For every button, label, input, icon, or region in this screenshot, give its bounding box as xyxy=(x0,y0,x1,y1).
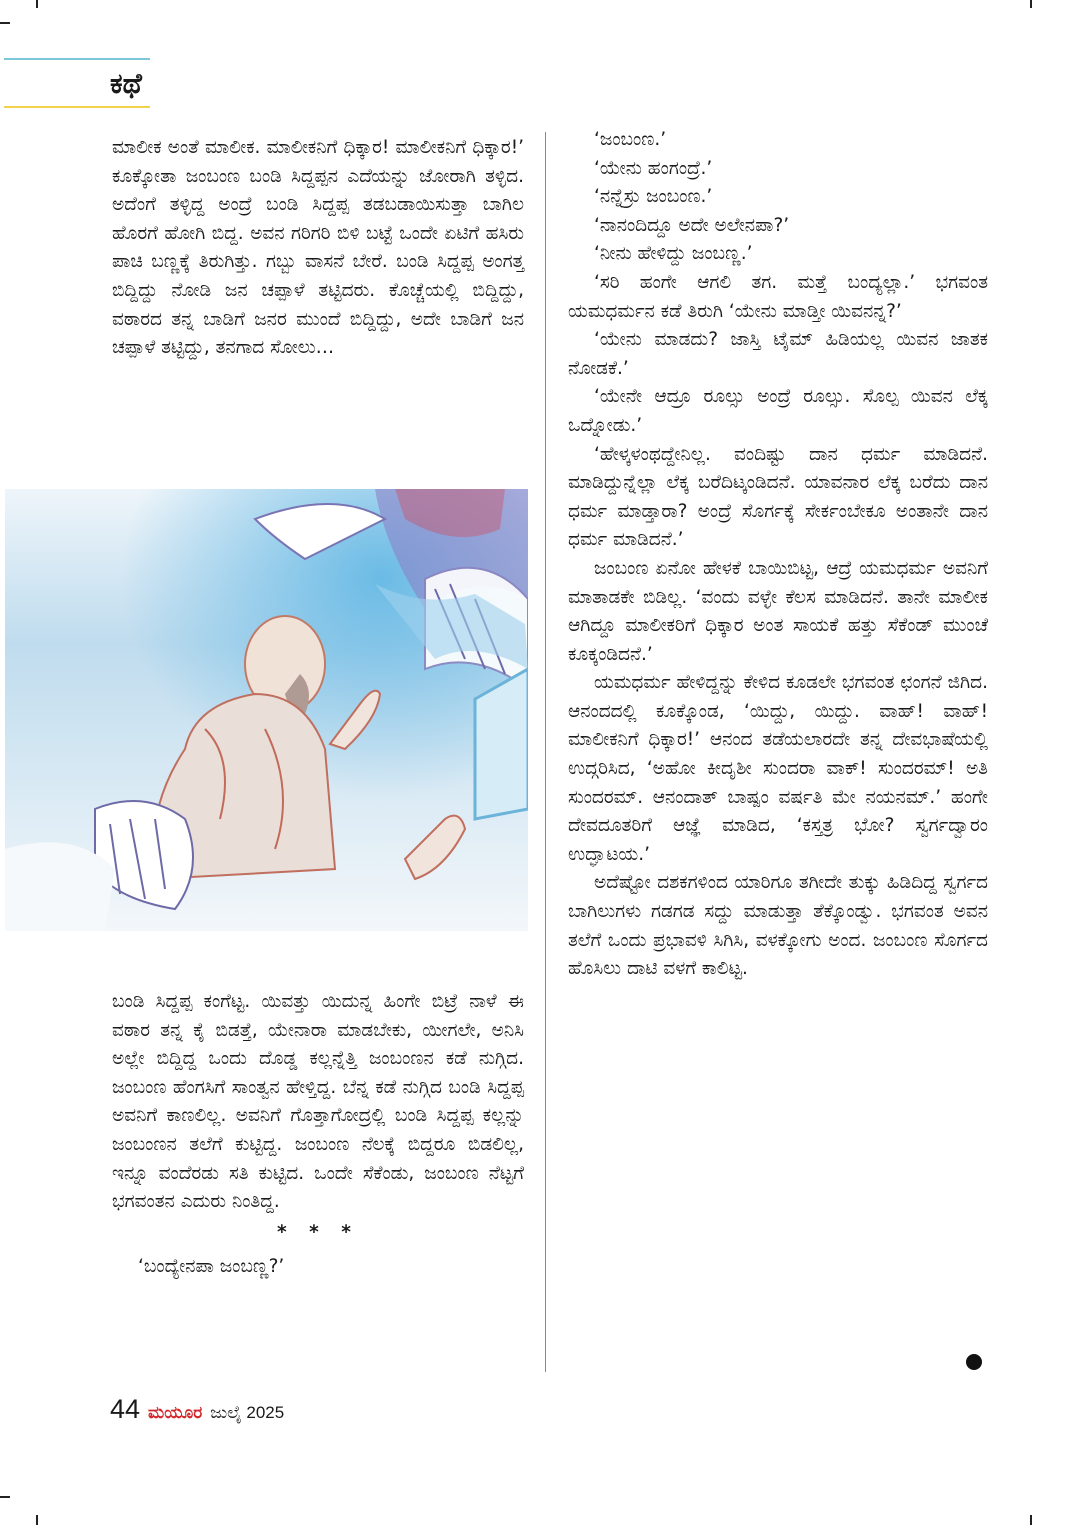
paragraph: ‘ಯೇನು ಮಾಡದು? ಜಾಸ್ತಿ ಟೈಮ್ ಹಿಡಿಯಲ್ಲ ಯಿವನ ಜಾತಕ ನೋಡಕೆ.’ xyxy=(568,329,988,379)
story-illustration xyxy=(5,489,528,931)
paragraph: ‘ನೀನು ಹೇಳಿದ್ದು ಜಂಬಣ್ಣ.’ xyxy=(594,243,753,265)
paragraph: ‘ನನ್ನೆಸ್ರು ಜಂಬಂಣ.’ xyxy=(594,186,713,208)
paragraph: ಯಮಧರ್ಮ ಹೇಳಿದ್ದನ್ನು ಕೇಳಿದ ಕೂಡಲೇ ಭಗವಂತ ಛಂಗನೆ ಜಿಗಿದ. ಆನಂದದಲ್ಲಿ ಕೂಕ್ಕೊಂಡ, ‘ಯಿದ್ದು, ಯಿದ್ದು. ವಾಹ್! ವಾಹ್! ಮಾಲೀಕನಿಗೆ ಧಿಕ್ಕಾರ!’ ಆನಂದ ತಡೆಯಲಾರದೇ ತನ್ನ ದೇವಭಾಷೆಯಲ್ಲಿ ಉದ್ಗರಿಸಿದ, ‘ಅಹೋ ಕೀದೃಶೀ ಸುಂದರಾ ವಾಕ್! ಸುಂದರಮ್! ಅತಿ ಸುಂದರಮ್. ಆನಂದಾತ್ ಬಾಷ್ಪಂ ವರ್ಷತಿ ಮೇ ನಯನಮ್.’ ಹಂಗೇ ದೇವದೂತರಿಗೆ ಆಜ್ಞೆ ಮಾಡಿದ, ‘ಕಸ್ತತ್ರ ಭೋ? ಸ್ವರ್ಗದ್ವಾರಂ ಉದ್ಘಾಟಯ.’ xyxy=(568,672,988,865)
paragraph: ಜಂಬಂಣ ಏನೋ ಹೇಳಕೆ ಬಾಯಿಬಿಟ್ಟ, ಆದ್ರೆ ಯಮಧರ್ಮ ಅವನಿಗೆ ಮಾತಾಡಕೇ ಬಿಡಿಲ್ಲ. ‘ವಂದು ವಳ್ಳೇ ಕೆಲಸ ಮಾಡಿದನೆ. ತಾನೇ ಮಾಲೀಕ ಆಗಿದ್ದೂ ಮಾಲೀಕರಿಗೆ ಧಿಕ್ಕಾರ ಅಂತ ಸಾಯಕೆ ಹತ್ತು ಸೆಕೆಂಡ್ ಮುಂಚೆ ಕೂಕ್ಕಂಡಿದನೆ.’ xyxy=(568,557,988,665)
column-divider xyxy=(545,132,546,1372)
paragraph: ‘ಯೇನೇ ಆದ್ರೂ ರೂಲ್ಸು ಅಂದ್ರೆ ರೂಲ್ಸು. ಸೊಲ್ಪ ಯಿವನ ಲೆಕ್ಕ ಒದ್ನೋಡು.’ xyxy=(568,386,988,436)
page-number: 44 xyxy=(110,1394,141,1424)
crop-mark xyxy=(36,1515,38,1525)
left-column-top xyxy=(112,134,524,363)
paragraph: ‘ಯೇನು ಹಂಗಂದ್ರೆ.’ xyxy=(594,157,713,179)
section-label: ಕಥೆ xyxy=(110,67,142,100)
paragraph: ‘ಸರಿ ಹಂಗೇ ಆಗಲಿ ತಗ. ಮತ್ತೆ ಬಂದ್ಯಲ್ಲಾ.’ ಭಗವಂತ ಯಮಧರ್ಮನ ಕಡೆ ತಿರುಗಿ ‘ಯೇನು ಮಾಡ್ತೀ ಯಿವನನ್ನ?’ xyxy=(568,271,989,322)
paragraph: ‘ಬಂದ್ಯೇನಪಾ ಜಂಬಣ್ಣ?’ xyxy=(138,1256,285,1278)
paragraph: ಅದೆಷ್ಟೋ ದಶಕಗಳಿಂದ ಯಾರಿಗೂ ತಗೀದೇ ತುಕ್ಕು ಹಿಡಿದಿದ್ದ ಸ್ವರ್ಗದ ಬಾಗಿಲುಗಳು ಗಡಗಡ ಸದ್ದು ಮಾಡುತ್ತಾ ತೆಕ್ಕೊಂಡ್ವು. ಭಗವಂತ ಅವನ ತಲೆಗೆ ಒಂದು ಪ್ರಭಾವಳಿ ಸಿಗಿಸಿ, ವಳಕ್ಕೋಗು ಅಂದ. ಜಂಬಂಣ ಸೊರ್ಗದ ಹೊಸಿಲು ದಾಟಿ ವಳಗೆ ಕಾಲಿಟ್ಟ. xyxy=(568,872,988,980)
header-rule-top xyxy=(4,58,150,60)
paragraph: ‘ಜಂಬಂಣ.’ xyxy=(594,129,667,150)
magazine-logo: ಮಯೂರ xyxy=(148,1403,203,1423)
issue-date: ಜುಲೈ 2025 xyxy=(210,1403,285,1422)
paragraph: ಬಂಡಿ ಸಿದ್ದಪ್ಪ ಕಂಗೆಟ್ಟ. ಯಿವತ್ತು ಯಿದುನ್ನ ಹಿಂಗೇ ಬಿಟ್ರೆ ನಾಳೆ ಈ ವಠಾರ ತನ್ನ ಕೈ ಬಿಡತ್ತೆ, ಯೇನಾರಾ ಮಾಡಬೇಕು, ಯೀಗಲೇ, ಅನಿಸಿ ಅಲ್ಲೇ ಬಿದ್ದಿದ್ದ ಒಂದು ದೊಡ್ಡ ಕಲ್ಲನ್ನೆತ್ತಿ ಜಂಬಂಣನ ಕಡೆ ನುಗ್ಗಿದ. ಜಂಬಂಣ ಹೆಂಗಸಿಗೆ ಸಾಂತ್ವನ ಹೇಳ್ತಿದ್ದ. ಬೆನ್ನ ಕಡೆ ನುಗ್ಗಿದ ಬಂಡಿ ಸಿದ್ದಪ್ಪ ಅವನಿಗೆ ಕಾಣಲಿಲ್ಲ. ಅವನಿಗೆ ಗೊತ್ತಾಗೋದ್ರಲ್ಲಿ ಬಂಡಿ ಸಿದ್ದಪ್ಪ ಕಲ್ಲನ್ನು ಜಂಬಂಣನ ತಲೆಗೆ ಕುಟ್ಟಿದ್ದ. ಜಂಬಂಣ ನೆಲಕ್ಕೆ ಬಿದ್ದರೂ ಬಿಡಲಿಲ್ಲ, ಇನ್ನೂ ವಂದೆರಡು ಸತಿ ಕುಟ್ಟಿದ. ಒಂದೇ ಸೆಕೆಂಡು, ಜಂಬಂಣ ನೆಟ್ಟಗೆ ಭಗವಂತನ ಎದುರು ನಿಂತಿದ್ದ. xyxy=(112,991,524,1213)
section-separator: * * * xyxy=(277,1221,359,1243)
crop-mark xyxy=(1030,0,1032,8)
paragraph: ಮಾಲೀಕ ಅಂತೆ ಮಾಲೀಕ. ಮಾಲೀಕನಿಗೆ ಧಿಕ್ಕಾರ! ಮಾಲೀಕನಿಗೆ ಧಿಕ್ಕಾರ!’ ಕೂಕ್ಕೋತಾ ಜಂಬಂಣ ಬಂಡಿ ಸಿದ್ದಪ್ಪನ ಎದೆಯನ್ನು ಜೋರಾಗಿ ತಳ್ಳಿದ. ಅದೆಂಗೆ ತಳ್ಳಿದ್ದ ಅಂದ್ರೆ ಬಂಡಿ ಸಿದ್ದಪ್ಪ ತಡಬಡಾಯಿಸುತ್ತಾ ಬಾಗಿಲ ಹೊರಗೆ ಹೋಗಿ ಬಿದ್ದ. ಅವನ ಗರಿಗರಿ ಬಿಳಿ ಬಟ್ಟೆ ಒಂದೇ ಏಟಿಗೆ ಹಸಿರು ಪಾಚಿ ಬಣ್ಣಕ್ಕೆ ತಿರುಗಿತ್ತು. ಗಬ್ಬು ವಾಸನೆ ಬೇರೆ. ಬಂಡಿ ಸಿದ್ದಪ್ಪ ಅಂಗತ್ತ ಬಿದ್ದಿದ್ದು ನೋಡಿ ಜನ ಚಪ್ಪಾಳೆ ತಟ್ಟಿದರು. ಕೊಚ್ಚೆಯಲ್ಲಿ ಬಿದ್ದಿದ್ದು, ವಠಾರದ ತನ್ನ ಬಾಡಿಗೆ ಜನರ ಮುಂದೆ ಬಿದ್ದಿದ್ದು, ಅದೇ ಬಾಡಿಗೆ ಜನ ಚಪ್ಪಾಳೆ ತಟ್ಟಿದ್ದು, ತನಗಾದ ಸೋಲು… xyxy=(112,137,524,359)
crop-mark xyxy=(0,1496,10,1498)
end-of-story-mark xyxy=(966,1354,982,1370)
right-column xyxy=(568,126,988,984)
crop-mark xyxy=(0,22,10,24)
paragraph: ‘ಹೇಳ್ಕಳಂಥದ್ದೇನಿಲ್ಲ. ವಂದಿಷ್ಟು ದಾನ ಧರ್ಮ ಮಾಡಿದನೆ. ಮಾಡಿದ್ದುನ್ನೆಲ್ಲಾ ಲೆಕ್ಕ ಬರೆದಿಟ್ಕಂಡಿದನೆ. ಯಾವನಾರ ಲೆಕ್ಕ ಬರೆದು ದಾನ ಧರ್ಮ ಮಾಡ್ತಾರಾ? ಅಂದ್ರೆ ಸೊರ್ಗಕ್ಕೆ ಸೇರ್ಕಂಬೇಕೂ ಅಂತಾನೇ ದಾನ ಧರ್ಮ ಮಾಡಿದನೆ.’ xyxy=(568,443,988,551)
crop-mark xyxy=(1030,1515,1032,1525)
header-rule-bottom xyxy=(4,106,150,108)
crop-mark xyxy=(36,0,38,8)
left-column-bottom xyxy=(112,988,524,1282)
page-footer xyxy=(110,1394,284,1425)
paragraph: ‘ನಾನಂದಿದ್ದೂ ಅದೇ ಅಲೇನಪಾ?’ xyxy=(594,214,790,236)
